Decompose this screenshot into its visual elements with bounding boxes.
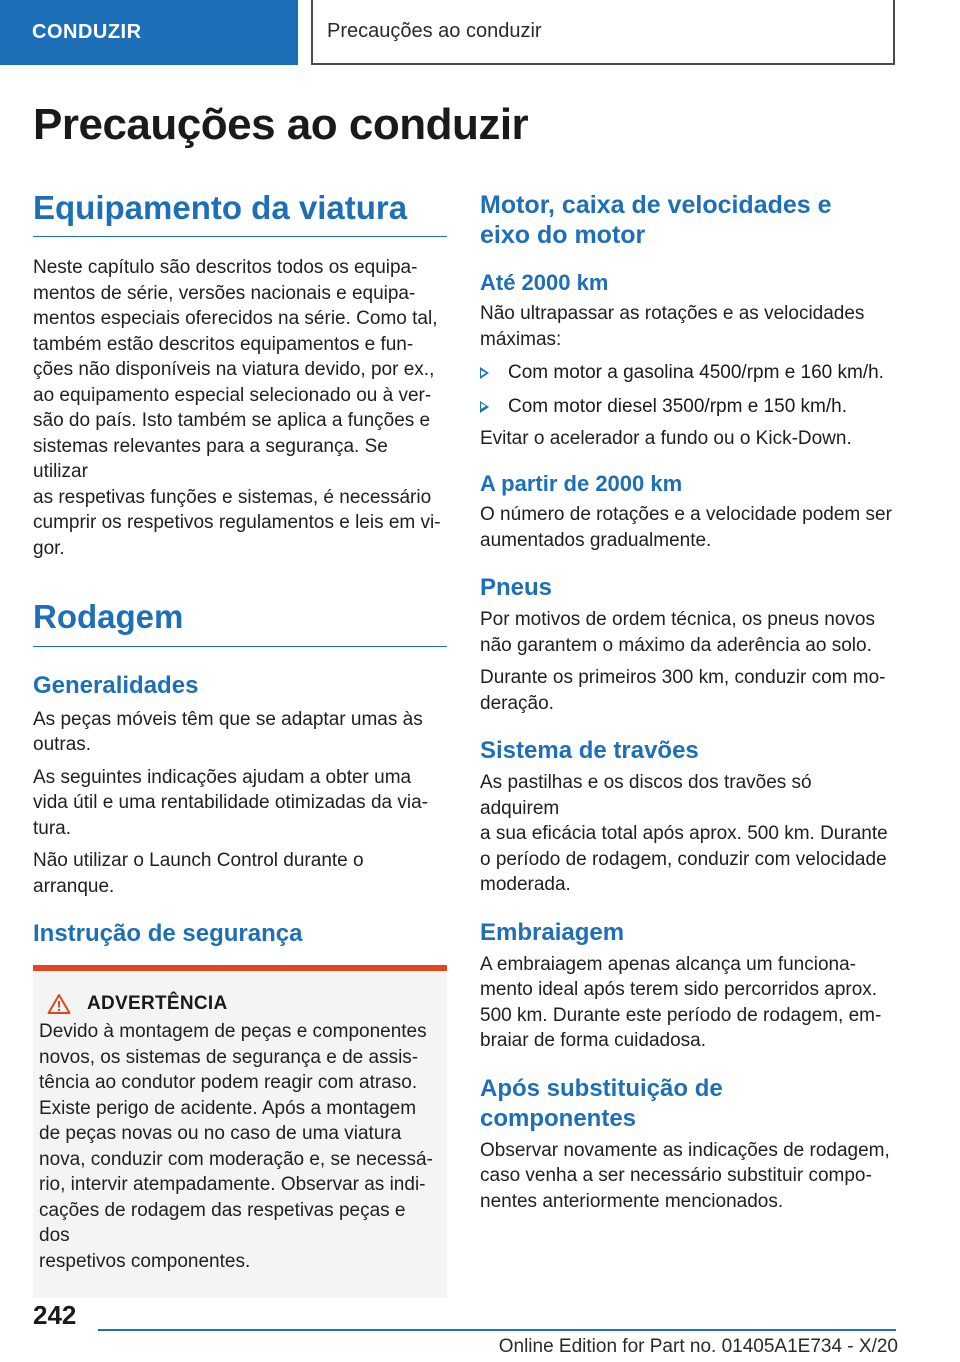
right-column xyxy=(480,190,896,1214)
subheading-seguranca: Instrução de segurança xyxy=(33,920,303,948)
subheading-pneus: Pneus xyxy=(480,574,553,602)
warning-text: Devido à montagem de peças e componentes novos, os sistemas de segurança e de assis- tência ao condutor podem reagir com atraso. Existe perigo de acidente. Após a montagem de peças novas ou no caso de uma viatura nova, conduzir com moderação e, se necessá- rio, intervir atempadamente. Observar as indi- cações de rodagem das respetivas peças e dos respetivos componentes. xyxy=(39,1021,433,1272)
list-item: Com motor diesel 3500/rpm e 150 km/h. xyxy=(480,394,896,420)
warning-triangle-icon xyxy=(47,993,71,1015)
subheading-motor: Motor, caixa de velocidades e eixo do motor xyxy=(480,191,832,249)
bullet-list-limits xyxy=(480,360,896,419)
chapter-label: CONDUZIR xyxy=(32,21,142,43)
chapter-tab xyxy=(0,0,298,65)
left-column xyxy=(33,190,447,1298)
warning-header xyxy=(39,993,439,1015)
section-heading-rodagem: Rodagem xyxy=(33,599,447,646)
subheading-a-partir-2000: A partir de 2000 km xyxy=(480,470,683,496)
warning-box xyxy=(33,965,447,1298)
breadcrumb xyxy=(311,0,895,65)
section-heading-equipamento: Equipamento da viatura xyxy=(33,190,447,237)
paragraph-pneus-2: Durante os primeiros 300 km, conduzir com mo- deração. xyxy=(480,667,886,714)
subheading-generalidades: Generalidades xyxy=(33,671,199,699)
footer-edition: Online Edition for Part no. 01405A1E734 - X/20 xyxy=(498,1336,898,1357)
subheading-substituicao: Após substituição de componentes xyxy=(480,1074,723,1132)
triangle-bullet-icon xyxy=(480,367,489,379)
paragraph-kickdown: Evitar o acelerador a fundo ou o Kick-Down. xyxy=(480,428,852,450)
paragraph-generalidades-2: As seguintes indicações ajudam a obter uma vida útil e uma rentabilidade otimizadas da via- tura. xyxy=(33,766,428,839)
triangle-bullet-icon xyxy=(480,401,489,413)
subheading-embraiagem: Embraiagem xyxy=(480,918,625,946)
paragraph-generalidades-1: As peças móveis têm que se adaptar umas às outras. xyxy=(33,708,423,756)
paragraph-pneus-1: Por motivos de ordem técnica, os pneus novos não garantem o máximo da aderência ao solo. xyxy=(480,609,875,656)
page-title: Precauções ao conduzir xyxy=(33,100,529,149)
paragraph-ate-2000: Não ultrapassar as rotações e as velocidades máximas: xyxy=(480,303,865,350)
paragraph-a-partir-2000: O número de rotações e a velocidade podem ser aumentados gradualmente. xyxy=(480,504,892,551)
paragraph-embraiagem: A embraiagem apenas alcança um funciona- mento ideal após terem sido percorridos aprox. 500 km. Durante este período de rodagem, em- braiar de forma cuidadosa. xyxy=(480,953,882,1052)
paragraph-substituicao: Observar novamente as indicações de rodagem, caso venha a ser necessário substituir compo- nentes anteriormente mencionados. xyxy=(480,1139,890,1212)
subheading-travoes: Sistema de travões xyxy=(480,737,699,765)
warning-title: ADVERTÊNCIA xyxy=(87,993,228,1015)
paragraph-travoes: As pastilhas e os discos dos travões só adquirem a sua eficácia total após aprox. 500 km. Durante o período de rodagem, conduzir com velocidade moderada. xyxy=(480,772,888,896)
paragraph-equipamento: Neste capítulo são descritos todos os equipa- mentos de série, versões nacionais e equipa- mentos especiais oferecidos na série. Como tal, também estão descritos equipamentos e fun- ções não disponíveis na viatura devido, por ex., ao equipamento especial selecionado ou à ver- são do país. Isto também se aplica a funções e sistemas relevantes para a segurança. Se utilizar as respetivas funções e sistemas, é necessário cumprir os respetivos regulamentos e leis em vi- gor. xyxy=(33,257,441,559)
breadcrumb-label: Precauções ao conduzir xyxy=(327,20,542,42)
page-number: 242 xyxy=(33,1300,77,1330)
footer-divider xyxy=(98,1329,896,1331)
subheading-ate-2000: Até 2000 km xyxy=(480,270,609,295)
paragraph-generalidades-3: Não utilizar o Launch Control durante o arranque. xyxy=(33,850,364,897)
list-item: Com motor a gasolina 4500/rpm e 160 km/h. xyxy=(480,360,896,386)
